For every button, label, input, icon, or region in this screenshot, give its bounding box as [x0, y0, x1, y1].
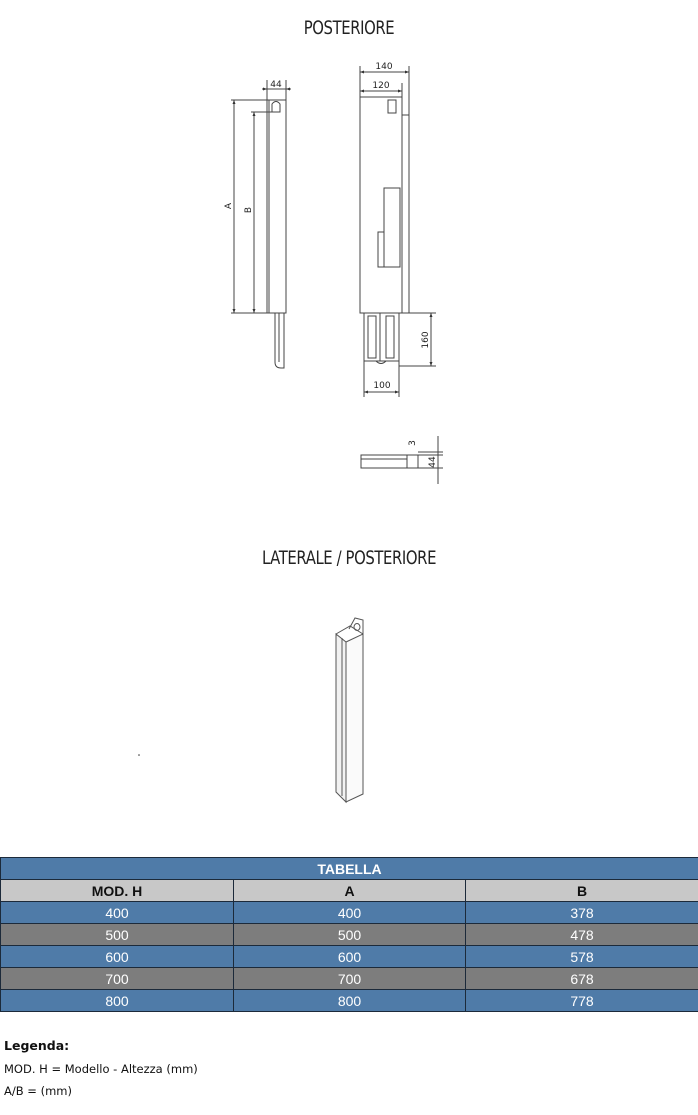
dim-front-inner-width: 120 — [372, 81, 390, 91]
cell-mod-h: 400 — [1, 902, 234, 924]
table-row — [1, 924, 698, 946]
cell-b: 678 — [466, 968, 698, 990]
perspective-bracket-drawing — [336, 618, 363, 802]
cell-a: 800 — [234, 990, 466, 1012]
cell-mod-h: 800 — [1, 990, 234, 1012]
header-a: A — [234, 880, 466, 902]
table-row — [1, 968, 698, 990]
table-caption: TABELLA — [1, 858, 698, 880]
cell-a: 400 — [234, 902, 466, 924]
cell-b: 778 — [466, 990, 698, 1012]
cell-mod-h: 600 — [1, 946, 234, 968]
side-view-drawing — [231, 80, 291, 368]
table-row — [1, 902, 698, 924]
dim-side-width: 44 — [270, 80, 282, 90]
dimensions-table — [0, 857, 698, 1012]
cell-b: 578 — [466, 946, 698, 968]
cell-b: 378 — [466, 902, 698, 924]
cell-a: 700 — [234, 968, 466, 990]
legend-line: MOD. H = Modello - Altezza (mm) — [4, 1062, 198, 1076]
cell-mod-h: 500 — [1, 924, 234, 946]
cell-a: 600 — [234, 946, 466, 968]
cell-mod-h: 700 — [1, 968, 234, 990]
cell-a: 500 — [234, 924, 466, 946]
dim-foot-height: 160 — [421, 331, 431, 349]
dim-label-a: A — [224, 202, 234, 210]
title-laterale-posteriore: LATERALE / POSTERIORE — [261, 547, 437, 569]
stray-dot — [138, 754, 140, 756]
legend-line: A/B = (mm) — [4, 1084, 72, 1098]
legend-title: Legenda: — [4, 1038, 70, 1053]
title-posteriore: POSTERIORE — [303, 17, 395, 39]
dim-bottom-height: 44 — [428, 456, 438, 468]
header-mod-h: MOD. H — [1, 880, 234, 902]
dim-foot-width: 100 — [373, 381, 391, 391]
dim-front-outer-width: 140 — [375, 62, 393, 72]
table-row — [1, 946, 698, 968]
table-row — [1, 990, 698, 1012]
legend — [4, 1038, 198, 1106]
dim-label-b: B — [244, 206, 254, 214]
cell-b: 478 — [466, 924, 698, 946]
header-b: B — [466, 880, 698, 902]
dim-bottom-thickness: 3 — [408, 440, 418, 446]
